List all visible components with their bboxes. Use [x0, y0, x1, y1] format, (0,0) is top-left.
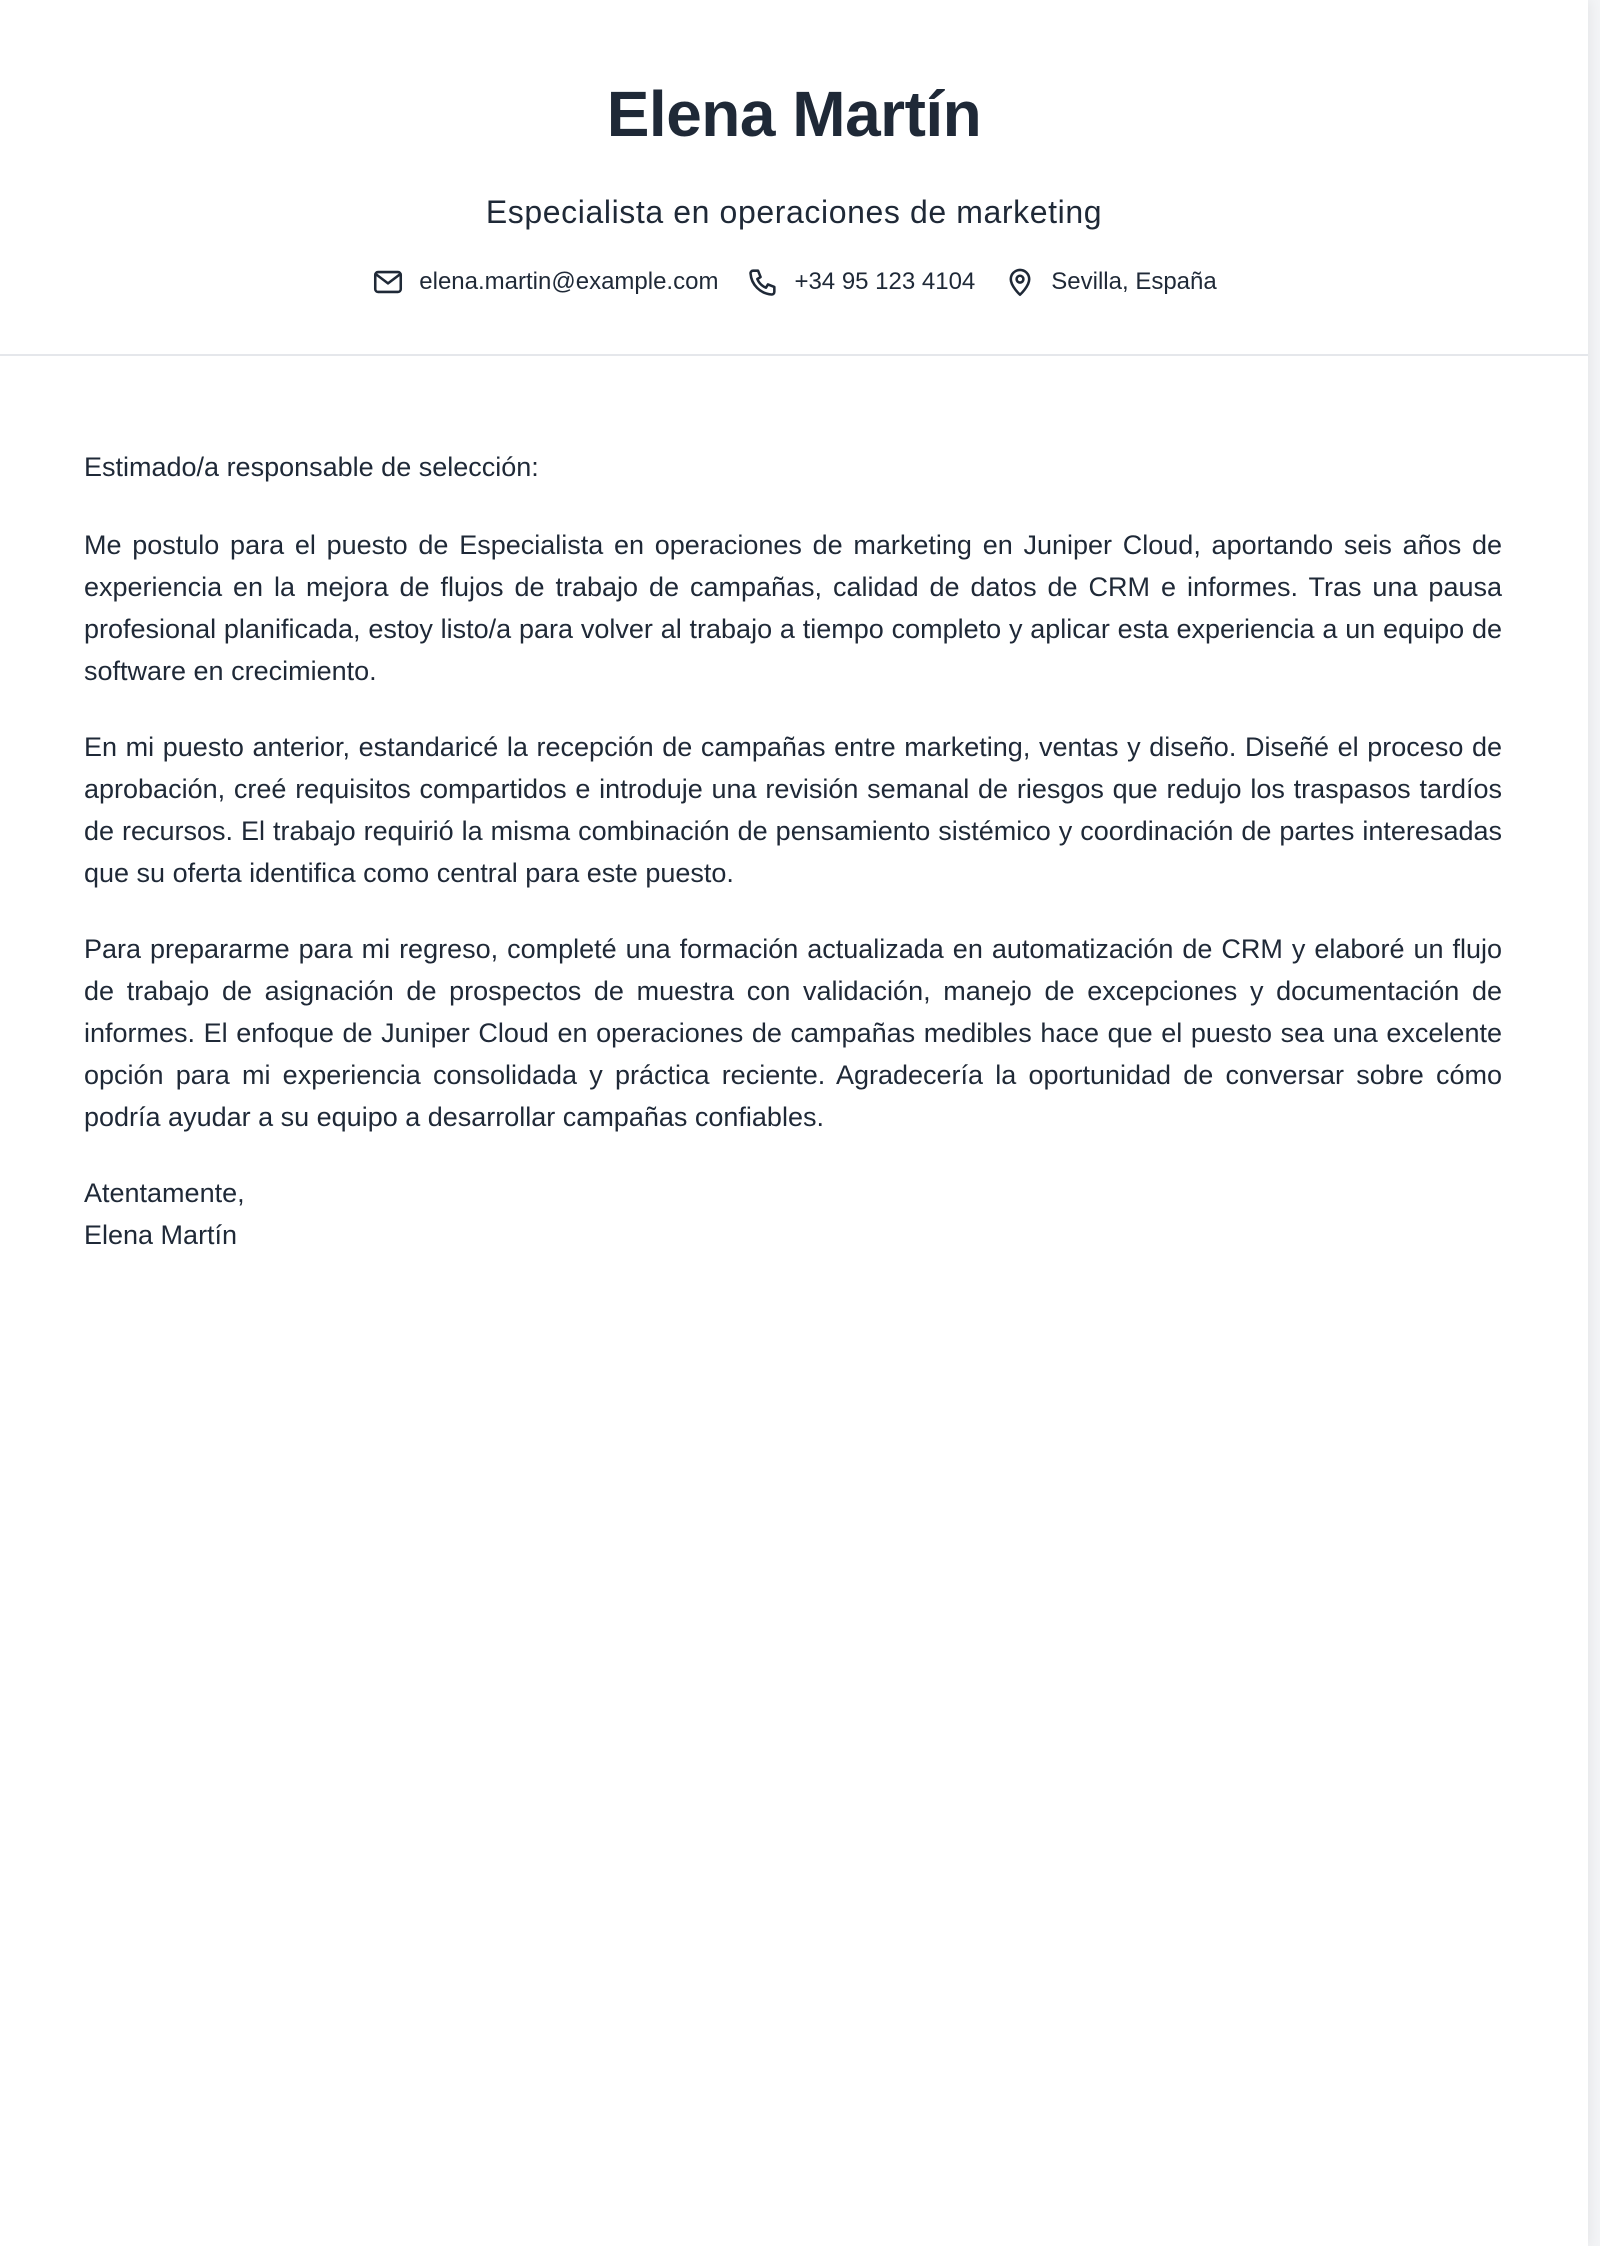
- phone-text[interactable]: +34 95 123 4104: [794, 268, 976, 295]
- map-pin-icon: [1003, 265, 1037, 299]
- letter-header: [0, 0, 1588, 356]
- location-text: Sevilla, España: [1051, 268, 1217, 295]
- applicant-name: Elena Martín: [606, 78, 982, 150]
- letter-body: [84, 446, 1502, 1256]
- email-text[interactable]: elena.martin@example.com: [419, 268, 719, 295]
- salutation: Estimado/a responsable de selección:: [84, 452, 539, 482]
- contact-info: [0, 262, 1588, 302]
- contact-email[interactable]: [371, 265, 718, 299]
- closing-phrase: Atentamente,: [84, 1178, 245, 1208]
- contact-phone[interactable]: [746, 265, 975, 299]
- paragraph-2: En mi puesto anterior, estandaricé la recepción de campañas entre marketing, ventas y diseño. Diseñé el proceso de aprobación, creé requisitos compartidos e introduje una revisión semanal de riesgos que redujo los traspasos tardíos de recursos. El trabajo requirió la misma combinación de pensamiento sistémico y coordinación de partes interesadas que su oferta identifica como central para este puesto.: [84, 732, 1502, 888]
- paragraph-1: Me postulo para el puesto de Especialista en operaciones de marketing en Juniper Cloud, aportando seis años de experiencia en la mejora de flujos de trabajo de campañas, calidad de datos de CRM e informes. Tras una pausa profesional planificada, estoy listo/a para volver al trabajo a tiempo completo y aplicar esta experiencia a un equipo de software en crecimiento.: [84, 530, 1502, 686]
- closing-block: [84, 1172, 1502, 1256]
- signature: Elena Martín: [84, 1220, 238, 1250]
- mail-icon: [371, 265, 405, 299]
- paragraph-3: Para prepararme para mi regreso, completé una formación actualizada en automatización de CRM y elaboré un flujo de trabajo de asignación de prospectos de muestra con validación, manejo de excepciones y documentación de informes. El enfoque de Juniper Cloud en operaciones de campañas medibles hace que el puesto sea una excelente opción para mi experiencia consolidada y práctica reciente. Agradecería la oportunidad de conversar sobre cómo podría ayudar a su equipo a desarrollar campañas confiables.: [84, 934, 1502, 1132]
- applicant-role: Especialista en operaciones de marketing: [485, 194, 1103, 230]
- phone-icon: [746, 265, 780, 299]
- contact-location: [1003, 265, 1216, 299]
